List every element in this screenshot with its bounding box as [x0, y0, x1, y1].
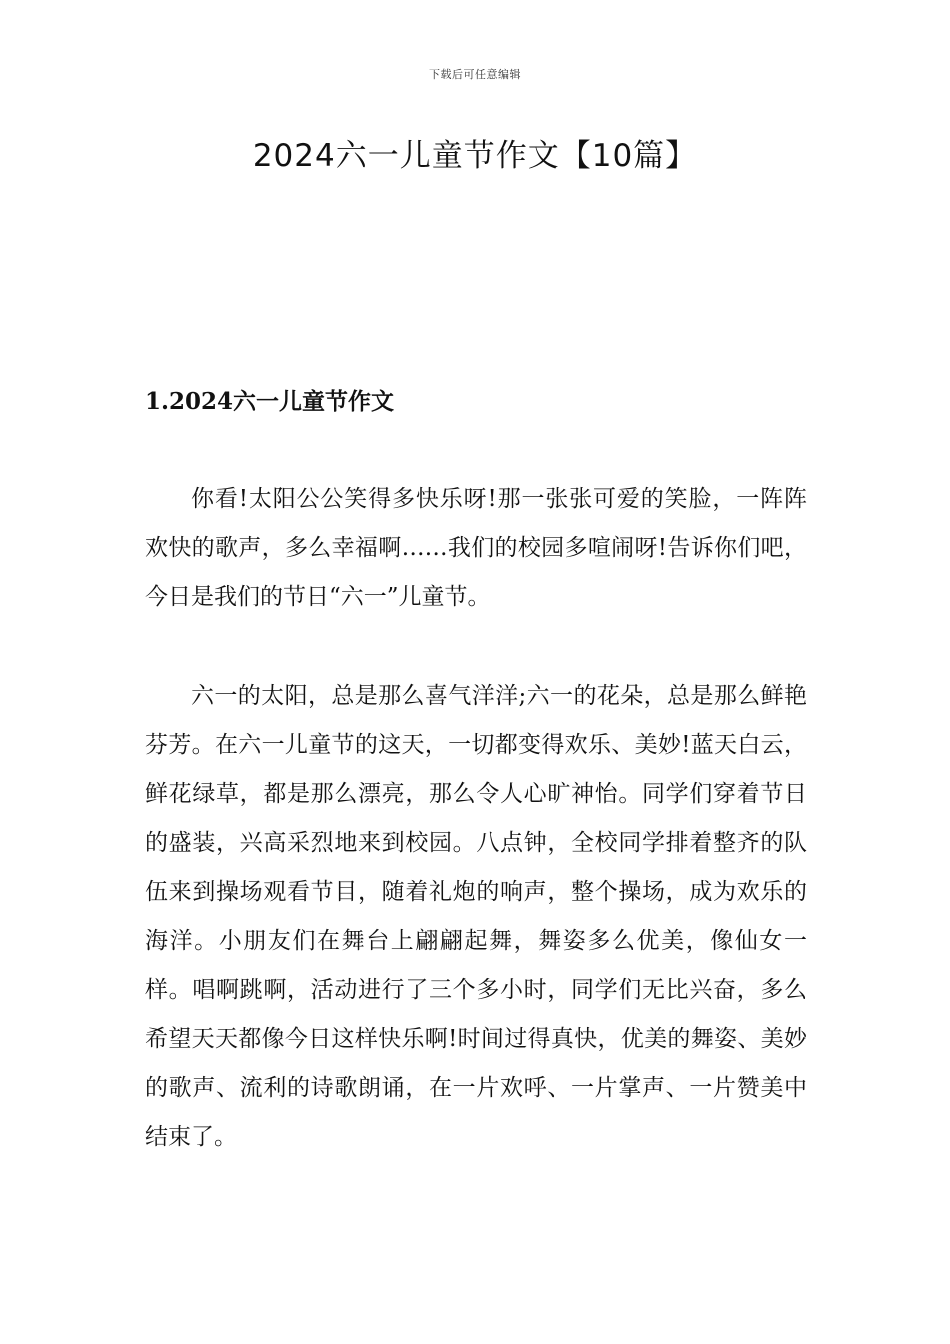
section-heading: 1.2024六一儿童节作文 [145, 388, 395, 415]
paragraph-1: 你看!太阳公公笑得多快乐呀!那一张张可爱的笑脸，一阵阵欢快的歌声，多么幸福啊……我们的校园多喧闹呀!告诉你们吧，今日是我们的节日“六一”儿童节。 [145, 486, 807, 610]
document-title: 2024六一儿童节作文【10篇】 [252, 138, 698, 174]
header-note: 下载后可任意编辑 [429, 68, 521, 81]
paragraph-2: 六一的太阳，总是那么喜气洋洋;六一的花朵，总是那么鲜艳芬芳。在六一儿童节的这天，一切都变得欢乐、美妙!蓝天白云，鲜花绿草，都是那么漂亮，那么令人心旷神怡。同学们穿着节日的盛装，兴高采烈地来到校园。八点钟，全校同学排着整齐的队伍来到操场观看节目，随着礼炮的响声，整个操场，成为欢乐的海洋。小朋友们在舞台上翩翩起舞，舞姿多么优美，像仙女一样。唱啊跳啊，活动进行了三个多小时，同学们无比兴奋，多么希望天天都像今日这样快乐啊!时间过得真快，优美的舞姿、美妙的歌声、流利的诗歌朗诵，在一片欢呼、一片掌声、一片赞美中结束了。 [145, 683, 807, 1150]
